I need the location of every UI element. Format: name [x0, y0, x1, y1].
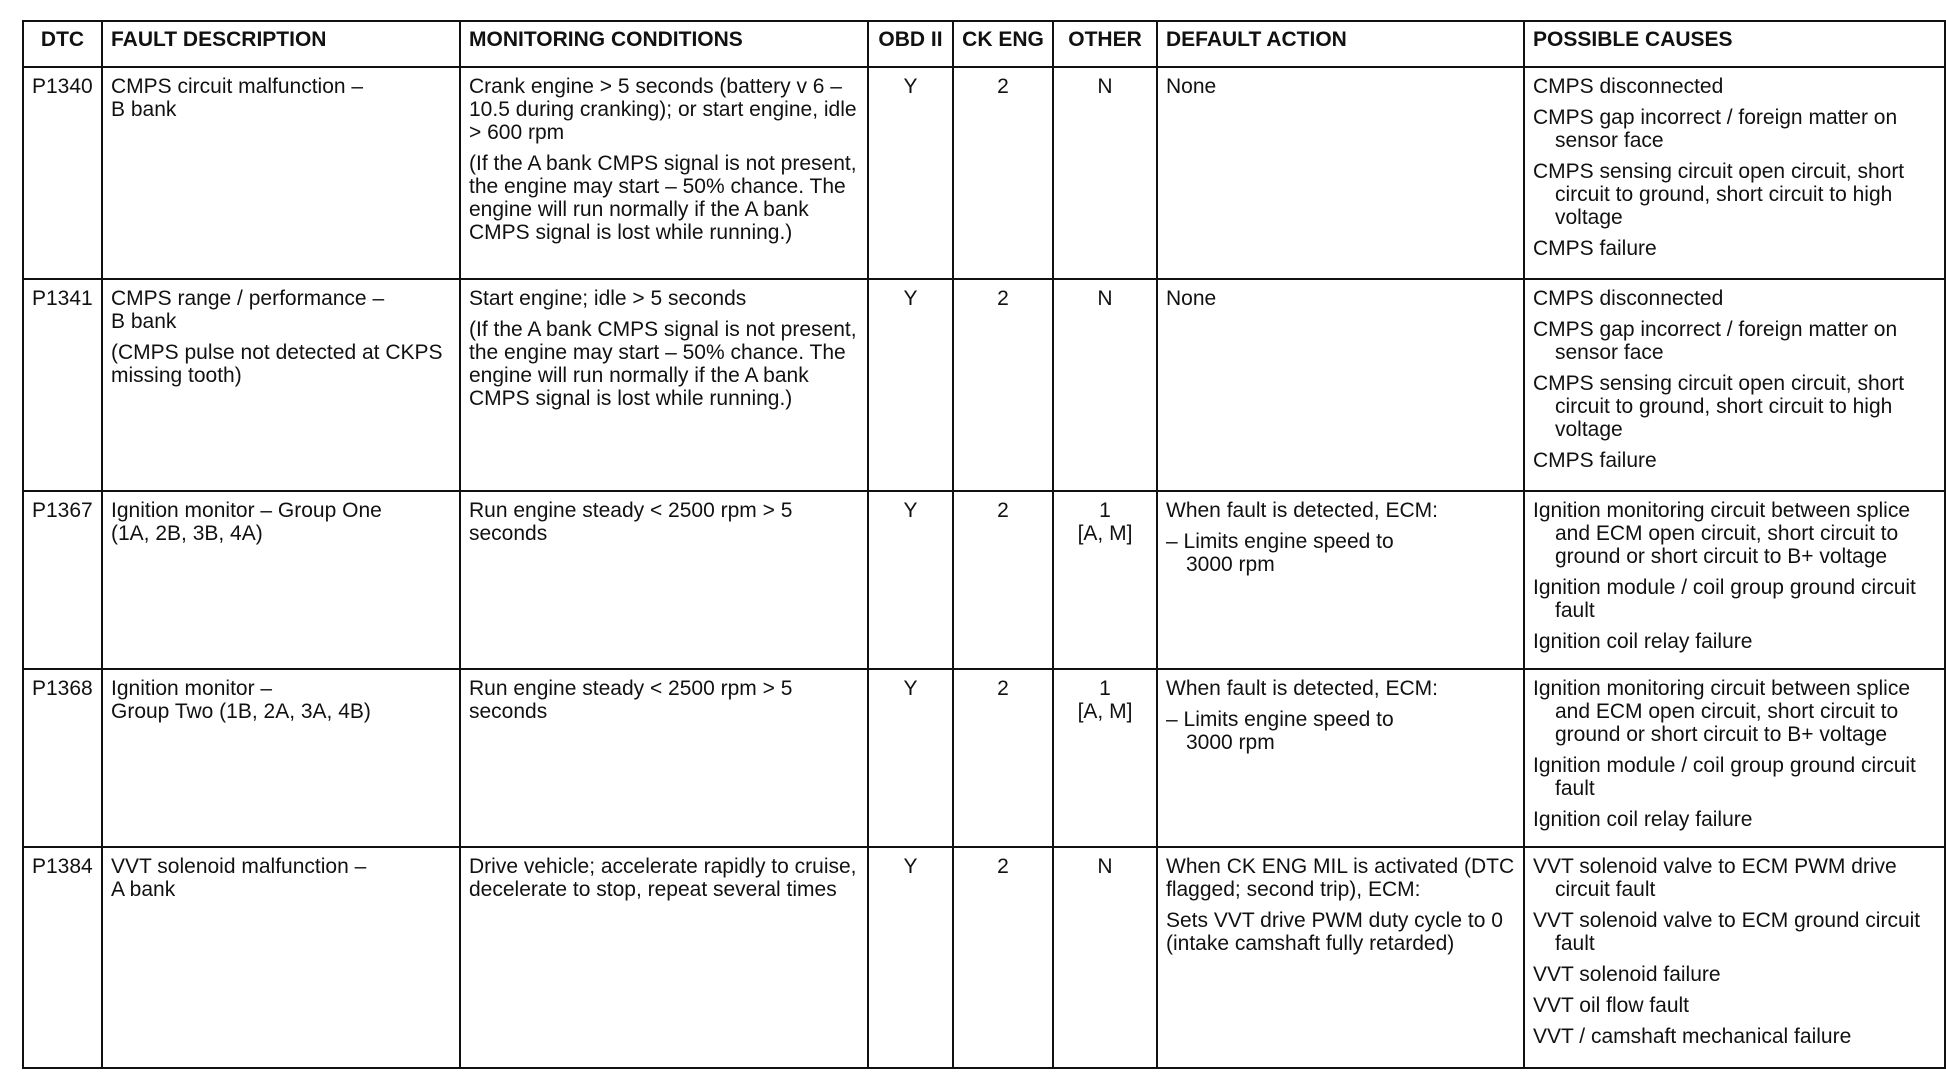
- table-row: [23, 279, 1945, 491]
- cause-item: Ignition coil relay failure: [1533, 808, 1753, 831]
- obd-ii-value: Y: [868, 847, 953, 1068]
- action-line: – Limits engine speed to 3000 rpm: [1166, 530, 1394, 576]
- ck-eng-value: 2: [953, 67, 1053, 279]
- possible-causes: [1524, 669, 1945, 847]
- other-value: N: [1053, 279, 1157, 491]
- obd-ii-value: Y: [868, 67, 953, 279]
- action-line: Sets VVT drive PWM duty cycle to 0 (intake camshaft fully retarded): [1166, 909, 1503, 955]
- cause-item: CMPS gap incorrect / foreign matter on sensor face: [1533, 106, 1898, 152]
- default-action: [1157, 669, 1524, 847]
- cause-item: CMPS disconnected: [1533, 287, 1724, 310]
- action-line: None: [1166, 287, 1217, 310]
- other-value: N: [1053, 67, 1157, 279]
- dtc-code: P1384: [23, 847, 102, 1068]
- dtc-code: P1367: [23, 491, 102, 669]
- default-action: [1157, 67, 1524, 279]
- default-action: [1157, 491, 1524, 669]
- monitoring-line: Start engine; idle > 5 seconds: [469, 287, 747, 310]
- action-line: None: [1166, 75, 1217, 98]
- cause-item: Ignition coil relay failure: [1533, 630, 1753, 653]
- fault-line: Ignition monitor – Group Two (1B, 2A, 3A, 4B): [111, 677, 371, 723]
- cause-item: CMPS failure: [1533, 237, 1657, 260]
- monitoring-conditions: [460, 67, 868, 279]
- fault-description: [102, 67, 460, 279]
- obd-ii-value: Y: [868, 491, 953, 669]
- action-line: When CK ENG MIL is activated (DTC flagged; second trip), ECM:: [1166, 855, 1515, 901]
- cause-item: CMPS gap incorrect / foreign matter on sensor face: [1533, 318, 1898, 364]
- monitoring-line: Crank engine > 5 seconds (battery v 6 – 10.5 during cranking); or start engine, idle > 600 rpm: [469, 75, 857, 144]
- cause-item: VVT solenoid failure: [1533, 963, 1721, 986]
- fault-line: VVT solenoid malfunction – A bank: [111, 855, 367, 901]
- header-default-action: DEFAULT ACTION: [1157, 21, 1524, 67]
- cause-item: Ignition module / coil group ground circuit fault: [1533, 754, 1916, 800]
- obd-ii-value: Y: [868, 279, 953, 491]
- fault-description: [102, 847, 460, 1068]
- header-other: OTHER: [1053, 21, 1157, 67]
- obd-ii-value: Y: [868, 669, 953, 847]
- header-dtc: DTC: [23, 21, 102, 67]
- fault-description: [102, 491, 460, 669]
- monitoring-conditions: [460, 669, 868, 847]
- cause-item: CMPS disconnected: [1533, 75, 1724, 98]
- possible-causes: [1524, 491, 1945, 669]
- header-obd-ii: OBD II: [868, 21, 953, 67]
- other-value: 1 [A, M]: [1053, 669, 1157, 847]
- monitoring-line: Run engine steady < 2500 rpm > 5 seconds: [469, 677, 793, 723]
- default-action: [1157, 279, 1524, 491]
- possible-causes: [1524, 67, 1945, 279]
- cause-item: VVT / camshaft mechanical failure: [1533, 1025, 1852, 1048]
- action-line: When fault is detected, ECM:: [1166, 499, 1438, 522]
- monitoring-conditions: [460, 279, 868, 491]
- ck-eng-value: 2: [953, 491, 1053, 669]
- ck-eng-value: 2: [953, 279, 1053, 491]
- cause-item: CMPS sensing circuit open circuit, short circuit to ground, short circuit to high voltage: [1533, 372, 1905, 441]
- other-value: N: [1053, 847, 1157, 1068]
- cause-item: VVT solenoid valve to ECM PWM drive circuit fault: [1533, 855, 1897, 901]
- cause-item: Ignition module / coil group ground circuit fault: [1533, 576, 1916, 622]
- cause-item: VVT oil flow fault: [1533, 994, 1690, 1017]
- action-line: When fault is detected, ECM:: [1166, 677, 1438, 700]
- cause-item: CMPS sensing circuit open circuit, short circuit to ground, short circuit to high voltage: [1533, 160, 1905, 229]
- header-fault-description: FAULT DESCRIPTION: [102, 21, 460, 67]
- table-row: [23, 491, 1945, 669]
- ck-eng-value: 2: [953, 847, 1053, 1068]
- monitoring-line: (If the A bank CMPS signal is not present, the engine may start – 50% chance. The engine will run normally if the A bank CMPS signal is lost while running.): [469, 152, 857, 244]
- default-action: [1157, 847, 1524, 1068]
- fault-line: Ignition monitor – Group One (1A, 2B, 3B, 4A): [111, 499, 382, 545]
- table-row: [23, 669, 1945, 847]
- table-row: [23, 847, 1945, 1068]
- dtc-fault-table: [22, 20, 1946, 1069]
- header-row: [23, 21, 1945, 67]
- cause-item: CMPS failure: [1533, 449, 1657, 472]
- header-possible-causes: POSSIBLE CAUSES: [1524, 21, 1945, 67]
- other-value: 1 [A, M]: [1053, 491, 1157, 669]
- cause-item: VVT solenoid valve to ECM ground circuit fault: [1533, 909, 1921, 955]
- ck-eng-value: 2: [953, 669, 1053, 847]
- possible-causes: [1524, 847, 1945, 1068]
- monitoring-conditions: [460, 491, 868, 669]
- cause-item: Ignition monitoring circuit between splice and ECM open circuit, short circuit to ground or short circuit to B+ voltage: [1533, 677, 1911, 746]
- possible-causes: [1524, 279, 1945, 491]
- cause-item: Ignition monitoring circuit between splice and ECM open circuit, short circuit to ground or short circuit to B+ voltage: [1533, 499, 1911, 568]
- table-body: [23, 67, 1945, 1068]
- monitoring-line: (If the A bank CMPS signal is not present, the engine may start – 50% chance. The engine will run normally if the A bank CMPS signal is lost while running.): [469, 318, 857, 410]
- monitoring-conditions: [460, 847, 868, 1068]
- monitoring-line: Run engine steady < 2500 rpm > 5 seconds: [469, 499, 793, 545]
- table-row: [23, 67, 1945, 279]
- header-ck-eng: CK ENG: [953, 21, 1053, 67]
- fault-line: CMPS range / performance – B bank: [111, 287, 385, 333]
- dtc-code: P1340: [23, 67, 102, 279]
- dtc-code: P1368: [23, 669, 102, 847]
- fault-description: [102, 669, 460, 847]
- fault-line: CMPS circuit malfunction – B bank: [111, 75, 364, 121]
- fault-description: [102, 279, 460, 491]
- dtc-code: P1341: [23, 279, 102, 491]
- fault-line: (CMPS pulse not detected at CKPS missing tooth): [111, 341, 443, 387]
- monitoring-line: Drive vehicle; accelerate rapidly to cruise, decelerate to stop, repeat several times: [469, 855, 857, 901]
- header-monitoring-conditions: MONITORING CONDITIONS: [460, 21, 868, 67]
- action-line: – Limits engine speed to 3000 rpm: [1166, 708, 1394, 754]
